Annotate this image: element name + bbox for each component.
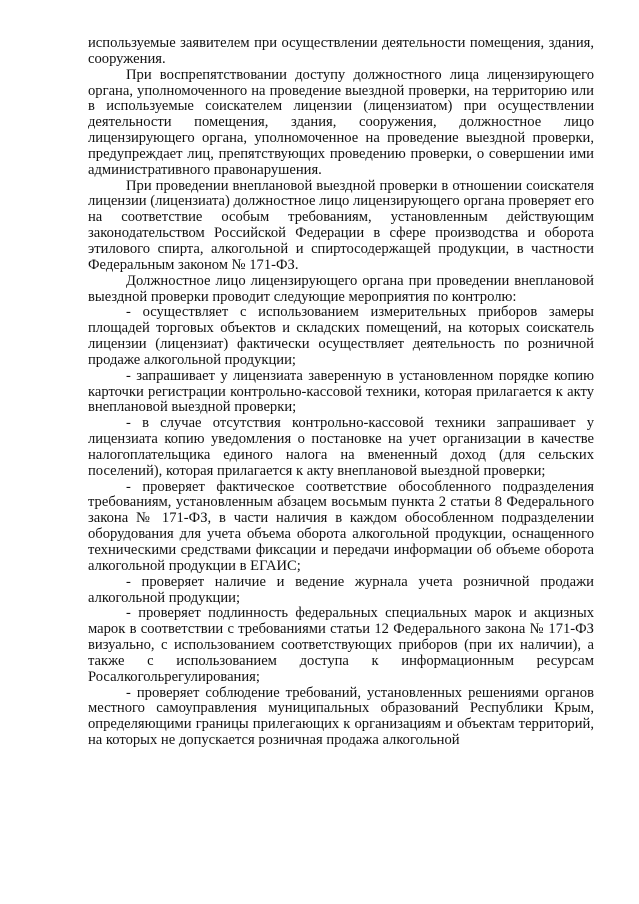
paragraph-control-measures-intro: Должностное лицо лицензирующего органа при проведении внеплановой выездной проверки проводит следующие мероприятия по контролю:	[88, 272, 594, 305]
paragraph-continuation: используемые заявителем при осуществлении деятельности помещения, здания, сооружения.	[88, 35, 594, 67]
paragraph-special-requirements: При проведении внеплановой выездной проверки в отношении соискателя лицензии (лицензиата) должностное лицо лицензирующего органа проверяет его на соответствие особым требованиям, установленным действующим законодательством Российской Федерации в сфере производства и оборота этилового спирта, алкогольной и спиртосодержащей продукции, в частности Федеральным законом № 171-ФЗ.	[88, 177, 594, 273]
list-item-excise-marks: - проверяет подлинность федеральных специальных марок и акцизных марок в соответствии с требованиями статьи 12 Федерального закона № 171-ФЗ визуально, с использованием соответствующих приборов (при их наличии), а также с использованием доступа к информационным ресурсам Росалкогольрегулирования;	[88, 605, 594, 685]
document-page	[88, 36, 594, 749]
list-item-tax-notice: - в случае отсутствия контрольно-кассовой техники запрашивает у лицензиата копию уведомления о постановке на учет организации в качестве налогоплательщика единого налога на вмененный доход (для сельских поселений), которая прилагается к акту внеплановой выездной проверки;	[88, 415, 594, 479]
paragraph-obstruction-warning: При воспрепятствовании доступу должностного лица лицензирующего органа, уполномоченного на проведение выездной проверки, на территорию или в используемые соискателем лицензии (лицензиатом) при осуществлении деятельности помещения, здания, сооружения, должностное лицо лицензирующего органа, уполномоченное на проведение выездной проверки, предупреждает лиц, препятствующих проведению проверки, о совершении ими административного правонарушения.	[88, 66, 594, 178]
list-item-cash-register-card: - запрашивает у лицензиата заверенную в установленном порядке копию карточки регистрации контрольно-кассовой техники, которая прилагается к акту внеплановой выездной проверки;	[88, 367, 594, 416]
list-item-territory-requirements: - проверяет соблюдение требований, установленных решениями органов местного самоуправления муниципальных образований Республики Крым, определяющими границы прилегающих к организациям и объектам территорий, на которых не допускается розничная продажа алкогольной	[88, 684, 594, 749]
list-item-sales-journal: - проверяет наличие и ведение журнала учета розничной продажи алкогольной продукции;	[88, 573, 594, 606]
list-item-area-measurement: - осуществляет с использованием измерительных приборов замеры площадей торговых объектов и складских помещений, на которых соискатель лицензии (лицензиат) фактически осуществляет деятельность по розничной продаже алкогольной продукции;	[88, 304, 594, 368]
list-item-subdivision-check: - проверяет фактическое соответствие обособленного подразделения требованиям, установленным абзацем восьмым пункта 2 статьи 8 Федерального закона № 171-ФЗ, в части наличия в каждом обособленном подразделении оборудования для учета объема оборота алкогольной продукции, оснащенного техническими средствами фиксации и передачи информации об объеме оборота алкогольной продукции в ЕГАИС;	[88, 478, 594, 574]
